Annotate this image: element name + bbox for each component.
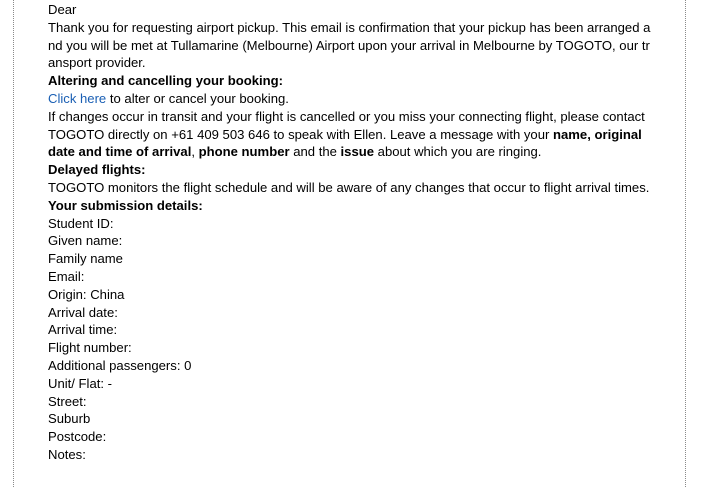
contact-text: If changes occur in transit and your flight is cancelled or you miss your connecting flight, please contact TOGOTO directly on +61 409 503 646 to speak with Ellen. Leave a message with your	[48, 108, 645, 142]
submission-heading: Your submission details:	[48, 197, 203, 213]
submission-fields	[48, 215, 653, 464]
click-here-link[interactable]: Click here	[48, 90, 107, 106]
submission-field: Notes:	[48, 446, 86, 462]
submission-field: Flight number:	[48, 340, 132, 356]
submission-field: Unit/ Flat: -	[48, 375, 113, 391]
bold-original-date: original date and time of arrival	[48, 126, 642, 160]
bold-issue: issue	[340, 144, 375, 160]
submission-field: Arrival date:	[48, 304, 118, 320]
altering-heading: Altering and cancelling your booking:	[48, 73, 283, 89]
bold-phone-number: phone number	[198, 144, 290, 160]
email-body	[48, 1, 653, 464]
contact-paragraph	[48, 108, 653, 161]
submission-field: Additional passengers: 0	[48, 357, 192, 373]
submission-field: Email:	[48, 268, 85, 284]
submission-field: Postcode:	[48, 429, 107, 445]
submission-field: Student ID:	[48, 215, 114, 231]
contact-end-text: about which you are ringing.	[374, 144, 542, 160]
alter-link-line	[48, 90, 653, 108]
right-dotted-border	[685, 0, 686, 487]
submission-field: Family name	[48, 251, 123, 267]
contact-mid-text: and the	[289, 144, 341, 160]
submission-field: Street:	[48, 393, 87, 409]
bold-sep-1: ,	[587, 126, 595, 142]
bold-name: name	[553, 126, 588, 142]
submission-field: Arrival time:	[48, 322, 118, 338]
submission-field: Suburb	[48, 411, 91, 427]
sep-2: ,	[191, 144, 199, 160]
left-dotted-border	[13, 0, 14, 487]
delayed-heading: Delayed flights:	[48, 162, 146, 178]
salutation: Dear	[48, 2, 77, 17]
intro-paragraph: Thank you for requesting airport pickup. This email is confirmation that your pickup has been arranged and you will be met at Tullamarine (Melbourne) Airport upon your arrival in Melbourne by TOGOTO, our transport provider.	[48, 19, 651, 71]
delayed-text: TOGOTO monitors the flight schedule and will be aware of any changes that occur to flight arrival times.	[48, 179, 650, 195]
submission-field: Origin: China	[48, 286, 125, 302]
alter-link-suffix: to alter or cancel your booking.	[106, 90, 289, 106]
submission-field: Given name:	[48, 233, 123, 249]
